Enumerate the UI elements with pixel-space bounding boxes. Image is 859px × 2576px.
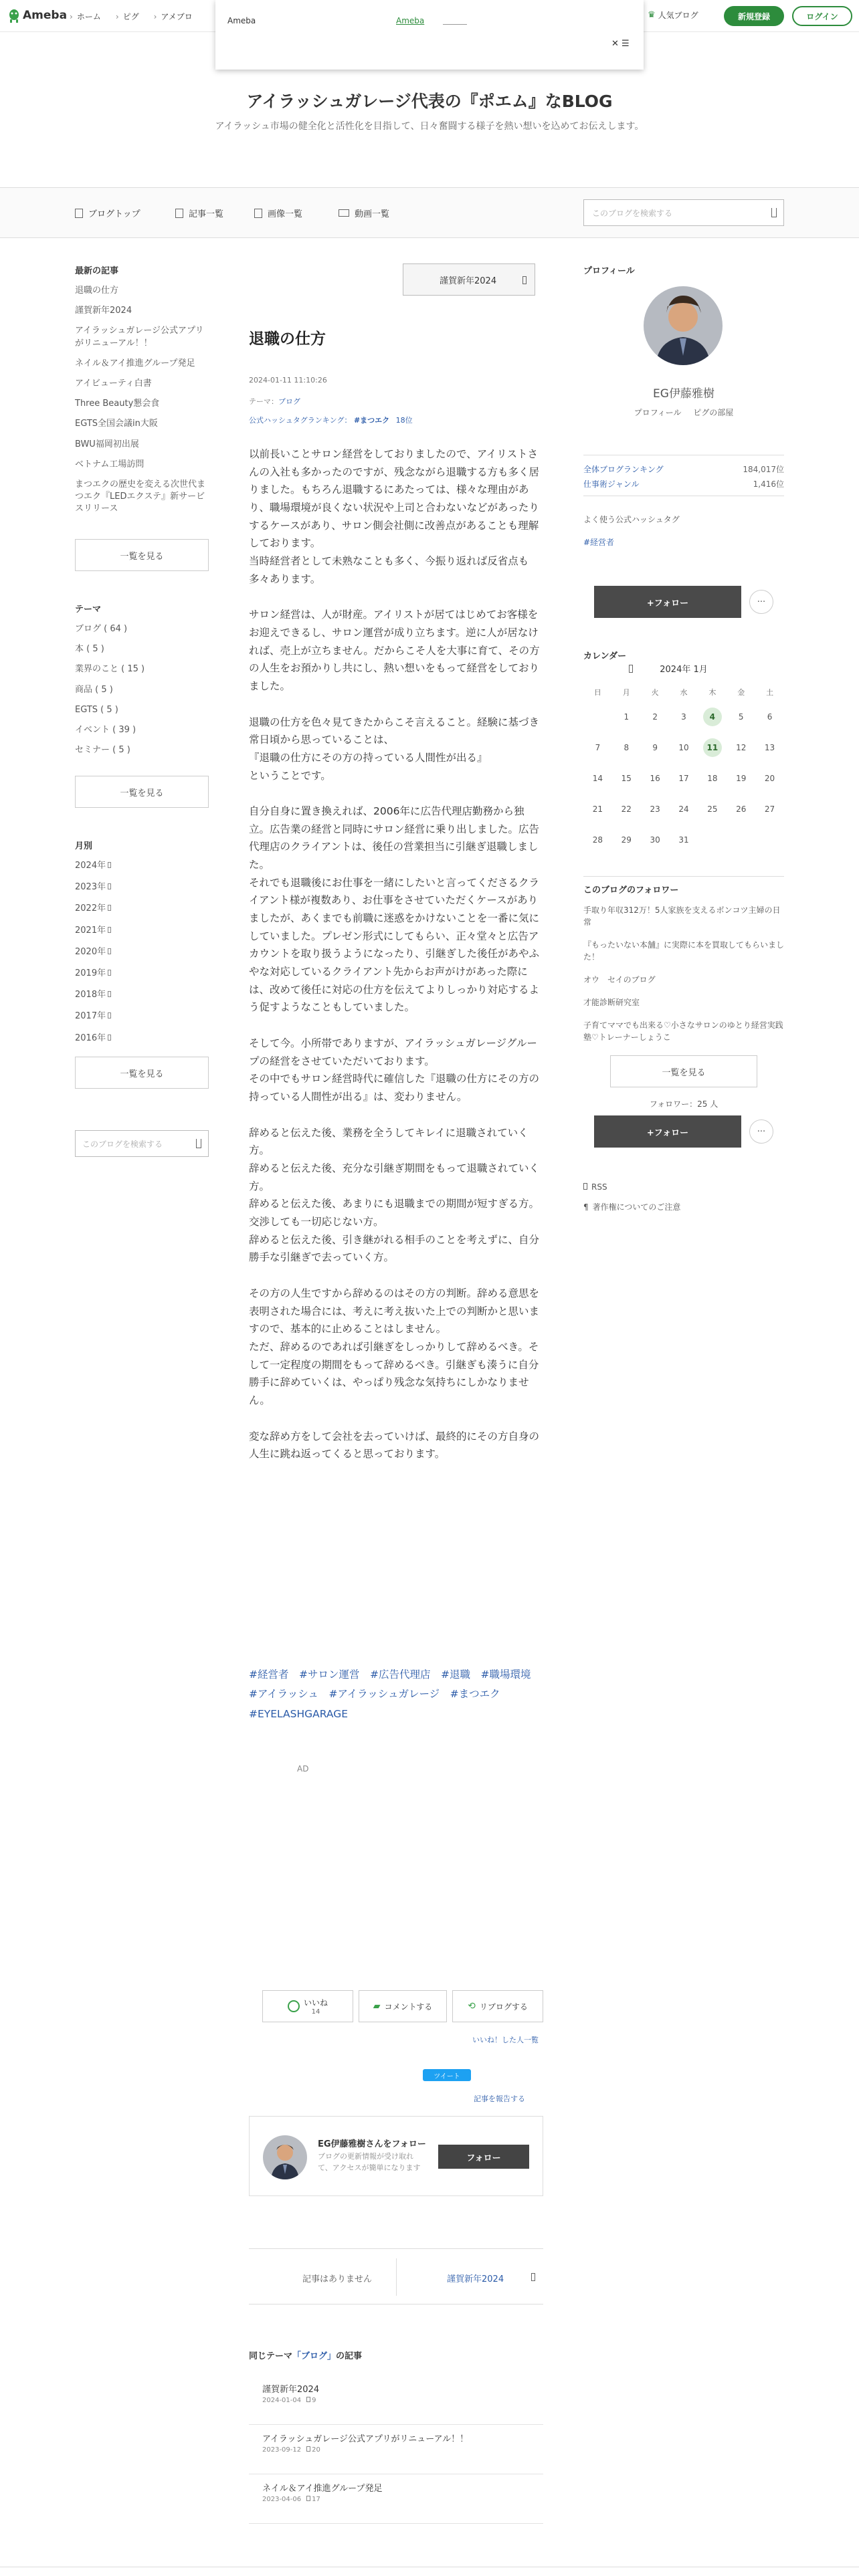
profile-avatar[interactable]	[644, 286, 723, 365]
menu-entry-list[interactable]	[175, 207, 223, 219]
profile-heading: プロフィール	[583, 266, 635, 276]
monthly-archive-label: 2016年	[75, 1033, 106, 1043]
search-icon[interactable]	[771, 208, 777, 217]
monthly-archive-item[interactable]	[75, 925, 209, 937]
hashtag-ranking-prefix: 公式ハッシュタグランキング：	[249, 416, 352, 425]
monthly-archive-label: 2023年	[75, 882, 106, 893]
same-theme-name[interactable]: 「ブログ」	[292, 2351, 337, 2361]
calendar-day: 25	[707, 804, 718, 814]
follow-author-box	[249, 2116, 543, 2196]
entry-paragraph: 変な辞め方をして会社を去っていけば、最終的にその方自身の人生に跳ね返ってくると思っております。	[249, 1430, 540, 1461]
same-theme-item-meta	[262, 2446, 320, 2454]
comment-count-icon	[306, 2446, 310, 2452]
monthly-archive-label: 2024年	[75, 861, 106, 871]
comment-label: コメントする	[384, 2002, 433, 2012]
theme-item[interactable]: EGTS ( 5 )	[75, 704, 118, 715]
same-theme-item[interactable]	[249, 2382, 543, 2425]
same-theme-item-count: 20	[312, 2446, 320, 2454]
register-button[interactable]: 新規登録	[724, 6, 784, 26]
recent-more-button[interactable]: 一覧を見る	[75, 539, 209, 571]
theme-item[interactable]: セミナー ( 5 )	[75, 745, 130, 756]
hashtag-ranking-value: 18位	[395, 416, 413, 425]
monthly-archive-item[interactable]	[75, 946, 209, 958]
monthly-archive-item[interactable]	[75, 881, 209, 893]
calendar-weekday: 金	[737, 688, 745, 697]
same-theme-item-date: 2024-01-04	[262, 2397, 302, 2404]
calendar-weekday: 日	[593, 688, 601, 697]
ameba-logo-icon	[8, 8, 20, 23]
popup-title: Ameba	[227, 16, 256, 25]
theme-list	[75, 623, 209, 764]
menu-blog-top[interactable]	[75, 207, 140, 219]
chevron-right-icon	[522, 276, 527, 284]
monthly-heading: 月別	[75, 841, 93, 851]
theme-item[interactable]: 業界のこと ( 15 )	[75, 664, 145, 675]
following-more-button[interactable]: 一覧を見る	[610, 1055, 757, 1087]
chevron-down-icon	[108, 948, 111, 954]
following-blog-item[interactable]: 才能診断研究室	[583, 998, 640, 1007]
entry-paragraph: そして今。小所帯でありますが、アイラッシュガレージグループの経営をさせていただいております。 その中でもサロン経営時代に確信した『退職の仕方にその方の持っている人間性が出る』は、変わりません。	[249, 1037, 540, 1103]
ad-label: AD	[297, 1764, 309, 1774]
monthly-archive-item[interactable]	[75, 968, 209, 980]
genre-ranking[interactable]	[583, 478, 784, 490]
calendar-day: 22	[621, 804, 632, 814]
blog-description: アイラッシュ市場の健全化と活性化を目指して、日々奮闘する様子を熱い想いを込めてお伝えします。	[215, 121, 644, 132]
blog-search-placeholder: このブログを検索する	[592, 209, 673, 218]
search-icon[interactable]	[196, 1139, 201, 1148]
same-theme-pre: 同じテーマ	[249, 2351, 293, 2361]
popular-blogs-link[interactable]	[648, 9, 698, 21]
chevron-down-icon	[108, 1012, 111, 1018]
entry-paragraph: サロン経営は、人が財産。アイリストが居てはじめてお客様をお迎えできるし、サロン運営が成り立ちます。逆に人が居なければ、売上が立ちません。だからこそ人を大事に育て、その方の人生をお預かりし共にし、熱い想いをもって経営をしておりました。	[249, 609, 540, 692]
same-theme-item-count: 17	[312, 2496, 320, 2503]
calendar-month: 2024年 1月	[660, 665, 708, 675]
entry-theme-link[interactable]: ブログ	[278, 397, 300, 406]
hashtag-ranking[interactable]	[249, 415, 413, 425]
copyright-label: 著作権についてのご注意	[592, 1202, 681, 1212]
recent-entry-item[interactable]: まつエクの歴史を変える次世代まつエク『LEDエクステ』新サービスリリース	[75, 479, 206, 514]
following-blog-item[interactable]: 手取り年収312万！5人家族を支えるボンコツ主婦の日常	[583, 905, 781, 927]
monthly-archive-label: 2019年	[75, 968, 106, 978]
calendar-day: 30	[650, 835, 660, 845]
nav-home[interactable]: › ホーム	[70, 11, 101, 22]
blog-menu-bar	[0, 187, 859, 238]
document-icon	[175, 209, 183, 218]
smile-icon	[288, 2000, 300, 2012]
chevron-down-icon	[108, 1035, 111, 1041]
entry-theme-label: テーマ：	[249, 397, 278, 406]
same-theme-item-title: 謹賀新年2024	[262, 2385, 320, 2395]
entry-paragraph: 以前長いことサロン経営をしておりましたので、アイリストさんの入社も多かったのですが、残念ながら退職する方も多く居りました。もちろん退職するにあたっては、様々な理由があり、職場環境が良くない状況や上司と合わないなどがあったりするケースがあり、サロン側会社側に改善点があることも理解しております。 当時経営者として未熟なことも多く、今振り返れば反省点も多々あります。	[249, 448, 540, 585]
menu-video-list[interactable]	[339, 207, 389, 219]
sidebar-search-input[interactable]	[75, 1130, 209, 1157]
calendar-day: 15	[621, 774, 632, 783]
calendar-day: 8	[624, 743, 630, 752]
monthly-archive-list	[75, 860, 209, 1054]
same-theme-item-meta	[262, 2397, 316, 2404]
recent-entry-item[interactable]: Three Beauty懇会食	[75, 399, 160, 409]
same-theme-item-date: 2023-04-06	[262, 2496, 302, 2503]
follow-author-name: EG伊藤雅樹さんをフォロー	[318, 2139, 426, 2149]
author-avatar-image	[263, 2135, 307, 2179]
monthly-archive-item[interactable]	[75, 1010, 209, 1023]
genre-ranking-value: 1,416位	[753, 479, 784, 489]
calendar-day: 5	[738, 712, 744, 722]
same-theme-item-count: 9	[312, 2397, 316, 2404]
reblog-icon: ⟲	[468, 2001, 476, 2012]
same-theme-post: の記事	[336, 2351, 363, 2361]
calendar-day: 13	[764, 743, 775, 752]
crown-icon: ♛	[648, 10, 656, 20]
monthly-more-button[interactable]: 一覧を見る	[75, 1057, 209, 1089]
overall-ranking[interactable]	[583, 463, 784, 475]
follow-author-button[interactable]: フォロー	[438, 2145, 529, 2169]
rss-icon	[583, 1183, 587, 1190]
ameba-popup	[215, 0, 644, 70]
author-avatar[interactable]	[263, 2135, 307, 2179]
chevron-down-icon	[108, 883, 111, 889]
copyright-icon: ¶	[583, 1202, 589, 1212]
ameba-logo-text: Ameba	[23, 9, 68, 22]
entry-theme	[249, 396, 300, 407]
recent-entry-item[interactable]: EGTS全国会議in大阪	[75, 419, 158, 429]
recent-entry-item[interactable]: アイラッシュガレージ公式アプリがリニューアル！！	[75, 326, 204, 348]
monthly-archive-label: 2017年	[75, 1011, 106, 1022]
recent-entry-item[interactable]: ネイル＆アイ推進グループ発足	[75, 358, 195, 368]
monthly-archive-label: 2022年	[75, 903, 106, 914]
theme-more-button[interactable]: 一覧を見る	[75, 776, 209, 808]
frequent-hashtag-link[interactable]: #経営者	[583, 538, 615, 547]
calendar-weekday: 火	[651, 688, 659, 697]
rss-label: RSS	[591, 1182, 607, 1192]
calendar-day: 29	[621, 835, 632, 845]
likers-list-link[interactable]: いいね！した人一覧	[472, 2036, 539, 2044]
chevron-down-icon	[108, 905, 111, 911]
same-theme-item[interactable]	[249, 2432, 543, 2474]
same-theme-item-title: アイラッシュガレージ公式アプリがリニューアル！！	[262, 2434, 469, 2444]
monthly-archive-item[interactable]	[75, 903, 209, 915]
more-options-button-top[interactable]: ···	[749, 590, 773, 614]
theme-item[interactable]: イベント ( 39 )	[75, 724, 136, 735]
calendar-day: 28	[592, 835, 603, 845]
calendar-day: 31	[678, 835, 689, 845]
following-blog-item[interactable]: オウ セイのブログ	[583, 975, 656, 984]
next-entry-label: 謹賀新年2024	[440, 276, 497, 286]
ameba-logo[interactable]	[8, 8, 67, 23]
entry-pager	[249, 2248, 543, 2304]
like-label: いいね	[303, 1998, 328, 2008]
calendar-day: 14	[592, 774, 603, 783]
blog-search-input[interactable]	[583, 199, 784, 226]
chevron-right-icon	[531, 2273, 535, 2281]
calendar-day: 23	[650, 804, 660, 814]
entry-title[interactable]: 退職の仕方	[249, 330, 326, 348]
rss-link[interactable]	[583, 1182, 607, 1192]
follower-count: フォロワー：25 人	[649, 1099, 719, 1109]
chevron-down-icon	[108, 927, 111, 933]
tweet-button[interactable]: ツイート	[423, 2069, 471, 2081]
nav-ameblo[interactable]: › アメブロ	[154, 11, 193, 22]
monthly-archive-item[interactable]	[75, 1033, 209, 1045]
theme-item[interactable]: 商品 ( 5 )	[75, 684, 113, 695]
calendar-day: 21	[592, 804, 603, 814]
popup-divider	[443, 24, 467, 25]
popup-close-icon[interactable]: ✕ ☰	[611, 39, 630, 49]
ranking-box	[583, 455, 784, 496]
pager-divider	[396, 2258, 397, 2296]
menu-blog-top-label: ブログトップ	[88, 209, 140, 219]
calendar-day-link[interactable]: 11	[703, 738, 722, 757]
like-button[interactable]	[262, 1990, 353, 2022]
entry-hashtags[interactable]: #経営者 #サロン運営 #広告代理店 #退職 #職場環境 #アイラッシュ #アイラッシュガレージ #まつエク #EYELASHGARAGE	[249, 1669, 541, 1720]
calendar-day: 7	[595, 743, 601, 752]
calendar-day: 27	[764, 804, 775, 814]
hashtag-ranking-tag: #まつエク	[353, 416, 390, 425]
calendar-weekday: 水	[680, 688, 688, 697]
profile-links[interactable]: プロフィール ピグの部屋	[634, 408, 734, 417]
same-theme-item-meta	[262, 2496, 320, 2503]
recent-entries-list	[75, 285, 209, 523]
chevron-down-icon	[108, 991, 111, 997]
calendar-day: 17	[678, 774, 689, 783]
home-icon	[75, 209, 83, 218]
calendar-day: 3	[681, 712, 686, 722]
follow-button-top[interactable]: +フォロー	[594, 586, 741, 618]
comment-count-icon	[306, 2397, 310, 2402]
calendar-day: 16	[650, 774, 660, 783]
menu-image-list[interactable]	[254, 207, 302, 219]
calendar-weekday: 土	[766, 688, 774, 697]
calendar-day: 9	[652, 743, 658, 752]
nav-pigg[interactable]: › ピグ	[116, 11, 139, 22]
login-button[interactable]: ログイン	[792, 6, 852, 26]
chevron-down-icon	[108, 862, 111, 868]
pager-next[interactable]: 謹賀新年2024	[447, 2274, 504, 2284]
menu-video-list-label: 動画一覧	[355, 209, 390, 219]
calendar-divider	[583, 876, 784, 877]
calendar-prev-icon[interactable]	[629, 665, 633, 673]
popular-blogs-label: 人気ブログ	[658, 11, 698, 20]
calendar-day: 6	[767, 712, 773, 722]
reblog-button[interactable]	[452, 1990, 543, 2022]
following-heading: このブログのフォロワー	[583, 885, 679, 895]
calendar-day: 24	[678, 804, 689, 814]
sidebar-search-placeholder: このブログを検索する	[82, 1140, 163, 1149]
menu-image-list-label: 画像一覧	[268, 209, 303, 219]
profile-name[interactable]: EG伊藤雅樹	[653, 387, 714, 401]
calendar-heading: カレンダー	[583, 651, 627, 661]
same-theme-item-date: 2023-09-12	[262, 2446, 302, 2454]
following-list	[583, 904, 784, 1054]
like-info	[304, 1997, 328, 2016]
calendar-day: 20	[764, 774, 775, 783]
calendar-day: 2	[652, 712, 658, 722]
calendar-day: 26	[736, 804, 747, 814]
entry-body	[249, 445, 543, 1481]
calendar-day: 18	[707, 774, 718, 783]
monthly-archive-item[interactable]	[75, 989, 209, 1001]
pager-prev: 記事はありません	[302, 2274, 373, 2284]
entry-paragraph: 辞めると伝えた後、業務を全うしてキレイに退職されていく方。 辞めると伝えた後、充分な引継ぎ期間をもって退職されていく方。 辞めると伝えた後、あまりにも退職までの期間が短すぎる方。交渉しても一切応じない方。 辞めると伝えた後、引き継がれる相手のことを考えずに、自分勝手な引継ぎで去っていく方。	[249, 1126, 540, 1264]
entry-paragraph: 退職の仕方を色々見てきたからこそ言えること。経験に基づき常日頃から思っていることは、 『退職の仕方にその方の持っている人間性が出る』 ということです。	[249, 716, 540, 782]
recent-entry-item[interactable]: 謹賀新年2024	[75, 306, 132, 316]
chevron-down-icon	[108, 970, 111, 976]
recent-entry-item[interactable]: BWU福岡初出展	[75, 439, 139, 449]
following-blog-item[interactable]: 子育てママでも出来る♡小さなサロンのゆとり経営実践塾♡トレーナーしょうこ	[583, 1021, 783, 1042]
entry-date: 2024-01-11 11:10:26	[249, 376, 327, 385]
calendar-day: 12	[736, 743, 747, 752]
copyright-notice-link[interactable]	[583, 1201, 680, 1212]
calendar-day-link[interactable]: 4	[703, 708, 722, 726]
same-theme-item[interactable]	[249, 2481, 543, 2524]
follow-author-description: ブログの更新情報が受け取れて、アクセスが簡単になります	[318, 2152, 421, 2172]
following-blog-item[interactable]: 『もったいない本舗』に実際に本を買取してもらいました！	[583, 940, 785, 962]
monthly-archive-label: 2018年	[75, 990, 106, 1000]
reblog-label: リブログする	[479, 2002, 528, 2012]
comment-button[interactable]	[359, 1990, 447, 2022]
monthly-archive-label: 2020年	[75, 946, 106, 957]
same-theme-item-title: ネイル＆アイ推進グループ発足	[262, 2484, 383, 2494]
calendar-day: 1	[624, 712, 630, 722]
recent-entry-item[interactable]: 退職の仕方	[75, 286, 119, 296]
calendar-day: 10	[678, 743, 689, 752]
calendar-weekday: 木	[708, 688, 717, 697]
calendar-weekday: 月	[622, 688, 630, 697]
genre-ranking-label: 仕事術ジャンル	[583, 479, 640, 489]
overall-ranking-label: 全体ブログランキング	[583, 465, 664, 474]
frequent-hashtag-heading: よく使う公式ハッシュタグ	[583, 515, 680, 524]
recent-entries-heading: 最新の記事	[75, 266, 119, 276]
recent-entry-item[interactable]: アイビューティ白書	[75, 378, 152, 389]
report-entry-link[interactable]: 記事を報告する	[474, 2095, 525, 2103]
theme-item[interactable]: ブログ ( 64 )	[75, 624, 128, 634]
same-theme-heading	[249, 2349, 362, 2361]
entry-paragraph: 自分自身に置き換えれば、2006年に広告代理店勤務から独立。広告業の経営と同時にサロン経営に乗り出しました。広告代理店のクライアントは、後任の営業担当に引継ぎ退職しました。 それでも退職後にお仕事を一緒にしたいと言ってくださるクライアント様が複数あり、お仕事をさせていただくケースがありましたが、あくまでも前職に迷惑をかけないことを一番に気にしていました。プレゼン形式にしてもらい、正々堂々と広告アカウントを取り扱うようになったり、引継ぎした後任があやふやな対応しているクライアント先からお声がけがあった際には、改めて後任に対応の仕方を伝えてよりしっかり対応するよう促すようなこともしていました。	[249, 805, 540, 1014]
theme-item[interactable]: 本 ( 5 )	[75, 644, 104, 655]
menu-entry-list-label: 記事一覧	[189, 209, 224, 219]
next-entry-button[interactable]	[403, 263, 535, 296]
more-options-button-bottom[interactable]: ···	[749, 1119, 773, 1144]
blog-title[interactable]: アイラッシュガレージ代表の『ポエム』なBLOG	[246, 92, 613, 111]
recent-entry-item[interactable]: ベトナム工場訪問	[75, 459, 145, 469]
comment-icon: ▰	[373, 2001, 381, 2012]
overall-ranking-value: 184,017位	[743, 465, 784, 474]
follow-button-bottom[interactable]: +フォロー	[594, 1115, 741, 1148]
profile-avatar-image	[644, 286, 723, 365]
video-camera-icon	[339, 209, 349, 217]
comment-count-icon	[306, 2496, 310, 2501]
popup-link[interactable]: Ameba	[396, 16, 425, 25]
like-count: 14	[311, 2008, 320, 2016]
image-icon	[254, 209, 262, 218]
monthly-archive-label: 2021年	[75, 925, 106, 936]
monthly-archive-item[interactable]	[75, 860, 209, 872]
theme-heading: テーマ	[75, 605, 102, 615]
calendar-day: 19	[736, 774, 747, 783]
entry-paragraph: その方の人生ですから辞めるのはその方の判断。辞める意思を表明された場合には、考えに考え抜いた上での判断かと思いますので、基本的に止めることはしません。 ただ、辞めるのであれば引継ぎをしっかりして辞めるべき。そして一定程度の期間をもって辞めるべき。引継ぎも湊うに自分勝手に辞めていくは、やっぱり残念な気持ちにしかなりません。	[249, 1287, 540, 1406]
top-nav	[70, 11, 193, 22]
